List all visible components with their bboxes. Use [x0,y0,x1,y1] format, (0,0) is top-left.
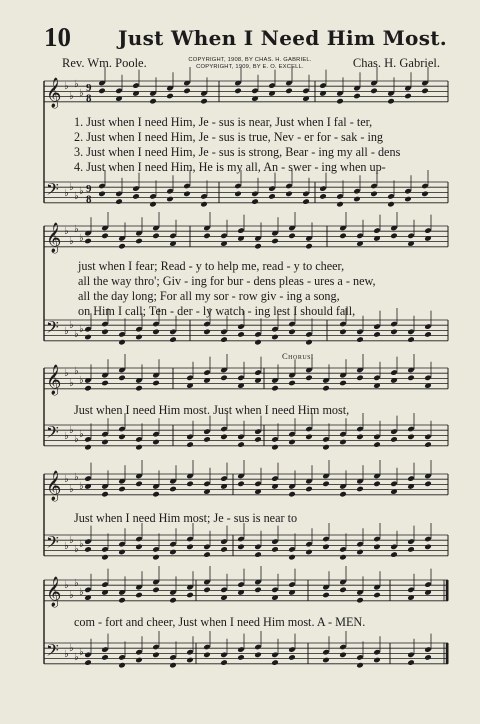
notehead [237,331,245,338]
verse-2-line-2: all the way thro'; Giv - ing for bur - dens pleas - ures a - new, [78,274,376,288]
notehead [254,652,262,659]
notehead [407,336,415,343]
notehead [101,380,109,387]
notehead [336,98,344,105]
notehead [268,193,276,200]
hymn-number: 10 [44,22,71,52]
flat-icon: ♭ [69,320,74,331]
flat-icon: ♭ [64,649,69,660]
notehead [339,587,347,594]
notehead [186,544,194,551]
notehead [404,93,412,100]
flat-icon: ♭ [79,186,84,197]
notehead [84,659,92,666]
notehead [356,549,364,556]
notehead [118,375,126,382]
flat-icon: ♭ [69,378,74,389]
bass-clef-icon: 𝄢 [46,532,59,556]
notehead [373,441,381,448]
notehead [84,546,92,553]
verse-1-line-1: 1. Just when I need Him, Je - sus is near, Just when I fal - ter, [74,115,373,129]
notehead [288,491,296,498]
notehead [390,551,398,558]
flat-icon: ♭ [69,643,74,654]
notehead [135,657,143,664]
notehead [220,336,228,343]
notehead [152,439,160,446]
flat-icon: ♭ [74,544,79,555]
chorus-line-2: Just when I need Him most; Je - sus is near to [74,511,298,525]
flat-icon: ♭ [69,535,74,546]
flat-icon: ♭ [64,580,69,591]
bass-clef-icon: 𝄢 [46,640,59,664]
notehead [135,444,143,451]
notehead [135,334,143,341]
notehead [288,329,296,336]
flat-icon: ♭ [74,434,79,445]
time-signature-top: 9 [86,183,92,195]
flat-icon: ♭ [79,587,84,598]
notehead [220,659,228,666]
notehead [183,191,191,198]
flat-icon: ♭ [69,484,74,495]
notehead [186,481,194,488]
notehead [98,191,106,198]
treble-clef-icon: 𝄞 [46,365,62,395]
notehead [407,659,415,666]
notehead [149,201,157,208]
notehead [421,88,429,95]
verse-2-line-1: 2. Just when I need Him, Je - sus is true, Nev - er for - sak - ing [74,130,384,144]
notehead [169,597,177,604]
notehead [356,597,364,604]
copyright-line-1: COPYRIGHT, 1908, BY CHAS. H. GABRIEL. [188,57,312,63]
flat-icon: ♭ [64,326,69,337]
notehead [353,93,361,100]
notehead [101,439,109,446]
notehead [237,544,245,551]
notehead [336,201,344,208]
notehead [152,554,160,561]
notehead [152,652,160,659]
flat-icon: ♭ [79,539,84,550]
notehead [424,544,432,551]
notehead [271,334,279,341]
flat-icon: ♭ [74,366,79,377]
notehead [339,329,347,336]
notehead [305,375,313,382]
notehead [186,657,194,664]
notehead [169,549,177,556]
bass-clef-icon: 𝄢 [46,179,59,203]
notehead [203,652,211,659]
notehead [118,597,126,604]
flat-icon: ♭ [74,329,79,340]
notehead [118,662,126,669]
notehead [356,336,364,343]
bass-clef-icon: 𝄢 [46,422,59,446]
notehead [271,238,279,245]
notehead [135,238,143,245]
copyright-line-2: COPYRIGHT, 1909, BY E. O. EXCELL. [196,64,304,70]
notehead [305,434,313,441]
notehead [407,434,415,441]
notehead [152,380,160,387]
notehead [373,481,381,488]
notehead [152,233,160,240]
chorus-line-1: Just when I need Him most. Just when I need Him most, [74,403,350,417]
flat-icon: ♭ [74,224,79,235]
notehead [271,444,279,451]
flat-icon: ♭ [64,188,69,199]
flat-icon: ♭ [79,375,84,386]
flat-icon: ♭ [79,481,84,492]
notehead [407,546,415,553]
notehead [237,441,245,448]
flat-icon: ♭ [69,425,74,436]
lyricist-credit: Rev. Wm. Poole. [62,56,147,70]
flat-icon: ♭ [79,429,84,440]
notehead [84,238,92,245]
notehead [356,662,364,669]
notehead [254,551,262,558]
notehead [169,662,177,669]
notehead [390,233,398,240]
notehead [322,544,330,551]
notehead [152,587,160,594]
notehead [203,436,211,443]
verse-3-line-2: all the day long; For all my sor - row giv - ing a song, [78,289,340,303]
flat-icon: ♭ [69,590,74,601]
flat-icon: ♭ [69,182,74,193]
notehead [285,88,293,95]
notehead [424,441,432,448]
flat-icon: ♭ [79,647,84,658]
verse-4-line-2: on Him I call; Ten - der - ly watch - ing lest I should fall, [78,304,356,318]
notehead [390,436,398,443]
notehead [118,486,126,493]
notehead [135,385,143,392]
notehead [285,191,293,198]
notehead [322,385,330,392]
notehead [339,439,347,446]
flat-icon: ♭ [64,368,69,379]
notehead [373,657,381,664]
notehead [322,592,330,599]
notehead [169,486,177,493]
notehead [387,201,395,208]
notehead [305,243,313,250]
notehead [319,193,327,200]
flat-icon: ♭ [74,472,79,483]
notehead [101,554,109,561]
treble-clef-icon: 𝄞 [46,223,62,253]
notehead [373,544,381,551]
treble-clef-icon: 𝄞 [46,78,62,108]
notehead [404,196,412,203]
verse-4-line-1: 4. Just when I need Him, He is my all, An - swer - ing when up- [74,160,386,174]
notehead [370,191,378,198]
notehead [118,434,126,441]
notehead [186,441,194,448]
notehead [424,481,432,488]
notehead [421,191,429,198]
notehead [356,375,364,382]
notehead [305,549,313,556]
notehead [203,233,211,240]
notehead [387,98,395,105]
flat-icon: ♭ [79,88,84,99]
notehead [424,331,432,338]
composer-credit: Chas. H. Gabriel. [352,56,440,70]
notehead [271,385,279,392]
notehead [152,491,160,498]
notehead [271,659,279,666]
notehead [370,88,378,95]
notehead [166,196,174,203]
flat-icon: ♭ [69,91,74,102]
notehead [118,339,126,346]
notehead [237,481,245,488]
flat-icon: ♭ [74,79,79,90]
notehead [183,88,191,95]
flat-icon: ♭ [74,652,79,663]
notehead [135,544,143,551]
bass-clef-icon: 𝄢 [46,317,59,341]
notehead [149,98,157,105]
hymn-title: Just When I Need Him Most. [118,26,448,50]
notehead [101,329,109,336]
notehead [135,592,143,599]
notehead [254,243,262,250]
notehead [98,88,106,95]
notehead [237,654,245,661]
notehead [407,375,415,382]
notehead [220,375,228,382]
notehead [220,434,228,441]
notehead [203,551,211,558]
notehead [322,657,330,664]
treble-clef-icon: 𝄞 [46,471,62,501]
notehead [135,481,143,488]
notehead [115,198,123,205]
notehead [203,587,211,594]
notehead [305,339,313,346]
notehead [220,546,228,553]
notehead [424,654,432,661]
notehead [288,654,296,661]
notehead [84,334,92,341]
notehead [234,191,242,198]
flat-icon: ♭ [64,541,69,552]
notehead [254,587,262,594]
flat-icon: ♭ [74,578,79,589]
flat-icon: ♭ [64,226,69,237]
notehead [84,385,92,392]
notehead [271,546,279,553]
flat-icon: ♭ [64,431,69,442]
notehead [132,193,140,200]
notehead [101,491,109,498]
notehead [339,233,347,240]
notehead [254,339,262,346]
verse-3-line-1: 3. Just when I need Him, Je - sus is strong, Bear - ing my all - dens [74,145,401,159]
notehead [302,198,310,205]
notehead [339,380,347,387]
notehead [84,444,92,451]
notehead [322,481,330,488]
flat-icon: ♭ [64,474,69,485]
time-signature-top: 9 [86,82,92,94]
time-signature-bottom: 8 [86,193,92,206]
notehead [288,554,296,561]
notehead [101,233,109,240]
notehead [356,486,364,493]
time-signature-bottom: 8 [86,92,92,105]
notehead [288,233,296,240]
notehead [200,201,208,208]
notehead [353,196,361,203]
notehead [234,88,242,95]
notehead [339,652,347,659]
notehead [200,98,208,105]
notehead [356,434,364,441]
notehead [166,93,174,100]
flat-icon: ♭ [69,236,74,247]
flat-icon: ♭ [79,233,84,244]
notehead [186,592,194,599]
notehead [118,243,126,250]
chorus-label: Chorus. [282,351,314,361]
notehead [251,198,259,205]
notehead [339,491,347,498]
notehead [390,329,398,336]
notehead [288,439,296,446]
flat-icon: ♭ [79,324,84,335]
treble-clef-icon: 𝄞 [46,577,62,607]
flat-icon: ♭ [74,191,79,202]
notehead [254,436,262,443]
notehead [373,331,381,338]
notehead [288,380,296,387]
verse-1-line-2: just when I fear; Read - y to help me, read - y to cheer, [78,259,345,273]
notehead [169,336,177,343]
notehead [152,329,160,336]
notehead [322,444,330,451]
notehead [118,549,126,556]
notehead [305,486,313,493]
notehead [373,592,381,599]
notehead [339,554,347,561]
flat-icon: ♭ [64,81,69,92]
notehead [203,329,211,336]
notehead [101,654,109,661]
chorus-line-3: com - fort and cheer, Just when I need Him most. A - MEN. [74,615,366,629]
